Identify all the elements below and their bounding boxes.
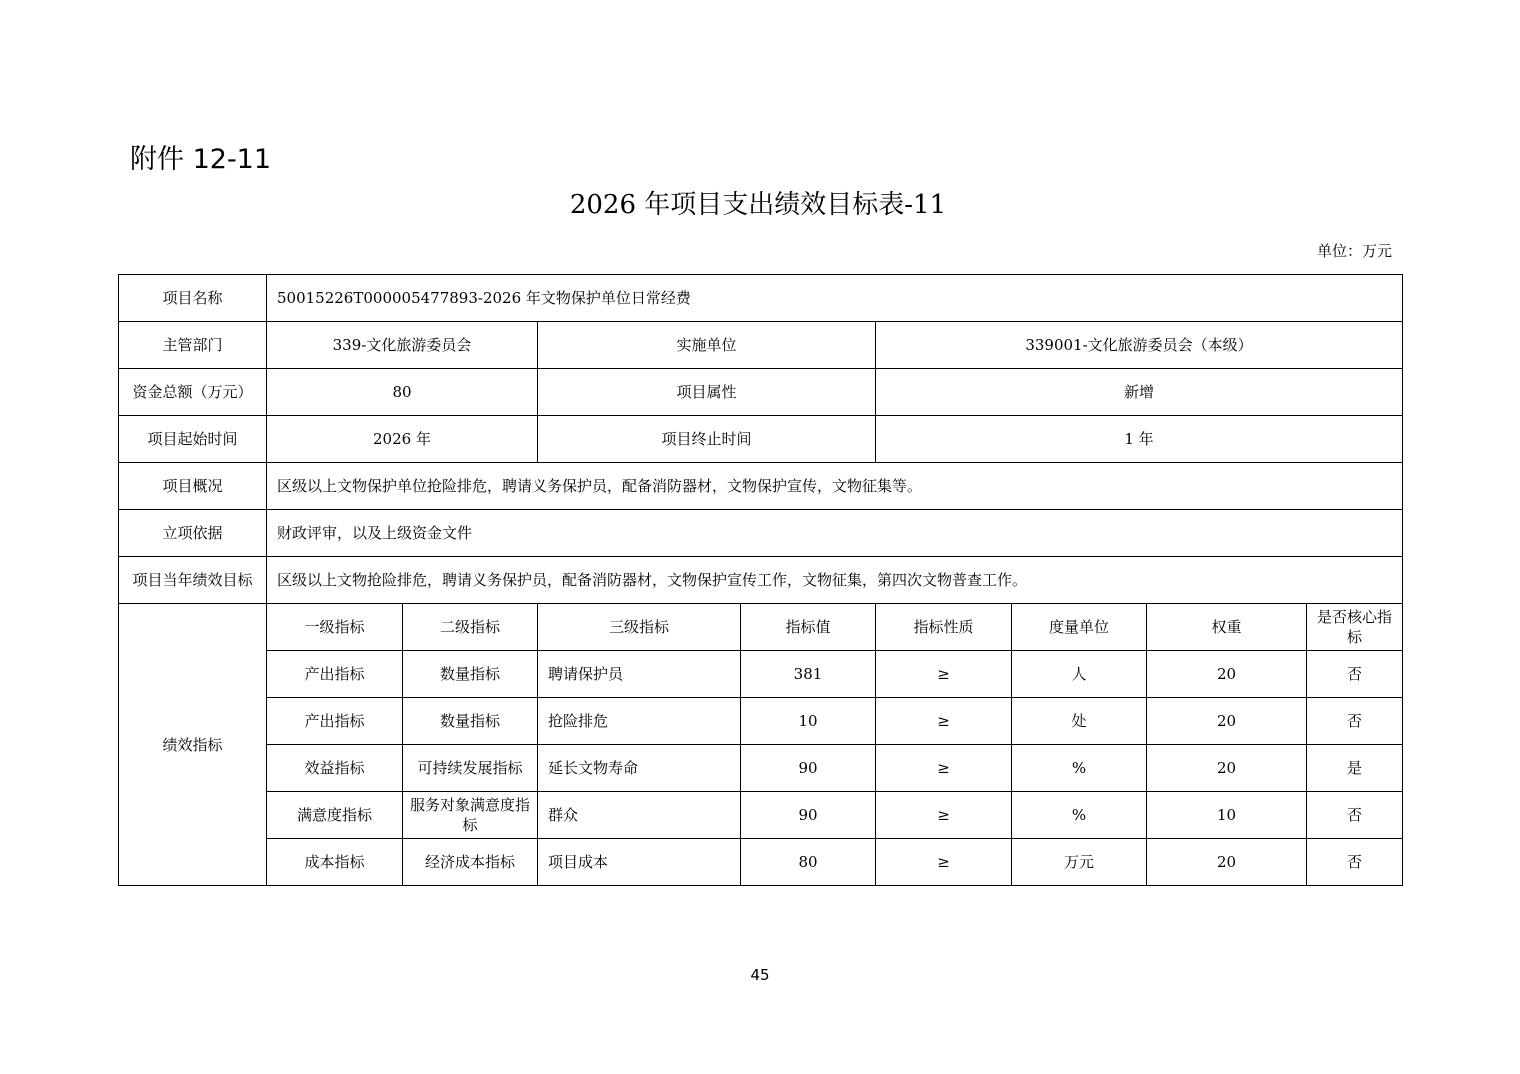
start-time-label: 项目起始时间 xyxy=(119,416,267,463)
total-funds-value: 80 xyxy=(267,369,538,416)
indicator-level2: 经济成本指标 xyxy=(403,839,538,886)
indicator-row xyxy=(119,839,1403,886)
indicator-level3: 项目成本 xyxy=(538,839,741,886)
end-time-value: 1 年 xyxy=(876,416,1403,463)
indicator-level1: 效益指标 xyxy=(267,745,403,792)
overview-row xyxy=(119,463,1403,510)
indicator-core: 否 xyxy=(1307,651,1403,698)
indicator-core: 否 xyxy=(1307,698,1403,745)
indicator-level1: 产出指标 xyxy=(267,651,403,698)
indicator-unit: 处 xyxy=(1012,698,1147,745)
indicator-value: 80 xyxy=(741,839,876,886)
department-label: 主管部门 xyxy=(119,322,267,369)
indicator-value: 381 xyxy=(741,651,876,698)
annual-goal-row xyxy=(119,557,1403,604)
indicator-weight: 20 xyxy=(1147,839,1307,886)
attribute-label: 项目属性 xyxy=(538,369,876,416)
header-weight: 权重 xyxy=(1147,604,1307,651)
basis-label: 立项依据 xyxy=(119,510,267,557)
indicator-weight: 20 xyxy=(1147,698,1307,745)
project-name-value: 50015226T000005477893-2026 年文物保护单位日常经费 xyxy=(267,275,1403,322)
annual-goal-value: 区级以上文物抢险排危，聘请义务保护员，配备消防器材，文物保护宣传工作，文物征集，第四次文物普查工作。 xyxy=(267,557,1403,604)
indicators-section-label: 绩效指标 xyxy=(119,604,267,886)
indicator-value: 10 xyxy=(741,698,876,745)
header-unit: 度量单位 xyxy=(1012,604,1147,651)
header-core: 是否核心指标 xyxy=(1307,604,1403,651)
indicator-level3: 聘请保护员 xyxy=(538,651,741,698)
department-row xyxy=(119,322,1403,369)
indicator-nature: ≥ xyxy=(876,792,1012,839)
header-level3: 三级指标 xyxy=(538,604,741,651)
indicator-level2: 服务对象满意度指标 xyxy=(403,792,538,839)
indicator-unit: 人 xyxy=(1012,651,1147,698)
project-name-row xyxy=(119,275,1403,322)
indicator-row xyxy=(119,745,1403,792)
indicator-level1: 产出指标 xyxy=(267,698,403,745)
indicator-weight: 10 xyxy=(1147,792,1307,839)
basis-value: 财政评审，以及上级资金文件 xyxy=(267,510,1403,557)
indicator-unit: 万元 xyxy=(1012,839,1147,886)
indicator-core: 是 xyxy=(1307,745,1403,792)
indicator-level3: 延长文物寿命 xyxy=(538,745,741,792)
indicator-core: 否 xyxy=(1307,792,1403,839)
header-value: 指标值 xyxy=(741,604,876,651)
indicator-row xyxy=(119,698,1403,745)
attribute-value: 新增 xyxy=(876,369,1403,416)
indicator-nature: ≥ xyxy=(876,745,1012,792)
implementer-label: 实施单位 xyxy=(538,322,876,369)
indicator-level1: 成本指标 xyxy=(267,839,403,886)
start-time-value: 2026 年 xyxy=(267,416,538,463)
indicator-weight: 20 xyxy=(1147,745,1307,792)
indicator-core: 否 xyxy=(1307,839,1403,886)
indicator-unit: % xyxy=(1012,792,1147,839)
indicator-level1: 满意度指标 xyxy=(267,792,403,839)
indicator-nature: ≥ xyxy=(876,698,1012,745)
overview-value: 区级以上文物保护单位抢险排危，聘请义务保护员，配备消防器材，文物保护宣传，文物征集等。 xyxy=(267,463,1403,510)
document-title: 2026 年项目支出绩效目标表-11 xyxy=(569,190,947,220)
implementer-value: 339001-文化旅游委员会（本级） xyxy=(876,322,1403,369)
indicator-value: 90 xyxy=(741,792,876,839)
performance-target-table xyxy=(118,274,1403,886)
indicator-row xyxy=(119,651,1403,698)
overview-label: 项目概况 xyxy=(119,463,267,510)
header-nature: 指标性质 xyxy=(876,604,1012,651)
end-time-label: 项目终止时间 xyxy=(538,416,876,463)
indicator-weight: 20 xyxy=(1147,651,1307,698)
indicator-row xyxy=(119,792,1403,839)
indicator-level2: 数量指标 xyxy=(403,698,538,745)
page-number: 45 xyxy=(750,966,770,984)
indicator-nature: ≥ xyxy=(876,839,1012,886)
project-name-label: 项目名称 xyxy=(119,275,267,322)
funds-row xyxy=(119,369,1403,416)
attachment-label: 附件 12-11 xyxy=(130,144,272,175)
indicator-header-row xyxy=(119,604,1403,651)
header-level2: 二级指标 xyxy=(403,604,538,651)
total-funds-label: 资金总额（万元） xyxy=(119,369,267,416)
basis-row xyxy=(119,510,1403,557)
indicator-level3: 群众 xyxy=(538,792,741,839)
indicator-unit: % xyxy=(1012,745,1147,792)
header-level1: 一级指标 xyxy=(267,604,403,651)
indicator-level2: 数量指标 xyxy=(403,651,538,698)
indicator-value: 90 xyxy=(741,745,876,792)
annual-goal-label: 项目当年绩效目标 xyxy=(119,557,267,604)
indicator-level3: 抢险排危 xyxy=(538,698,741,745)
indicator-nature: ≥ xyxy=(876,651,1012,698)
department-value: 339-文化旅游委员会 xyxy=(267,322,538,369)
unit-label: 单位：万元 xyxy=(1316,242,1392,260)
period-row xyxy=(119,416,1403,463)
indicator-level2: 可持续发展指标 xyxy=(403,745,538,792)
